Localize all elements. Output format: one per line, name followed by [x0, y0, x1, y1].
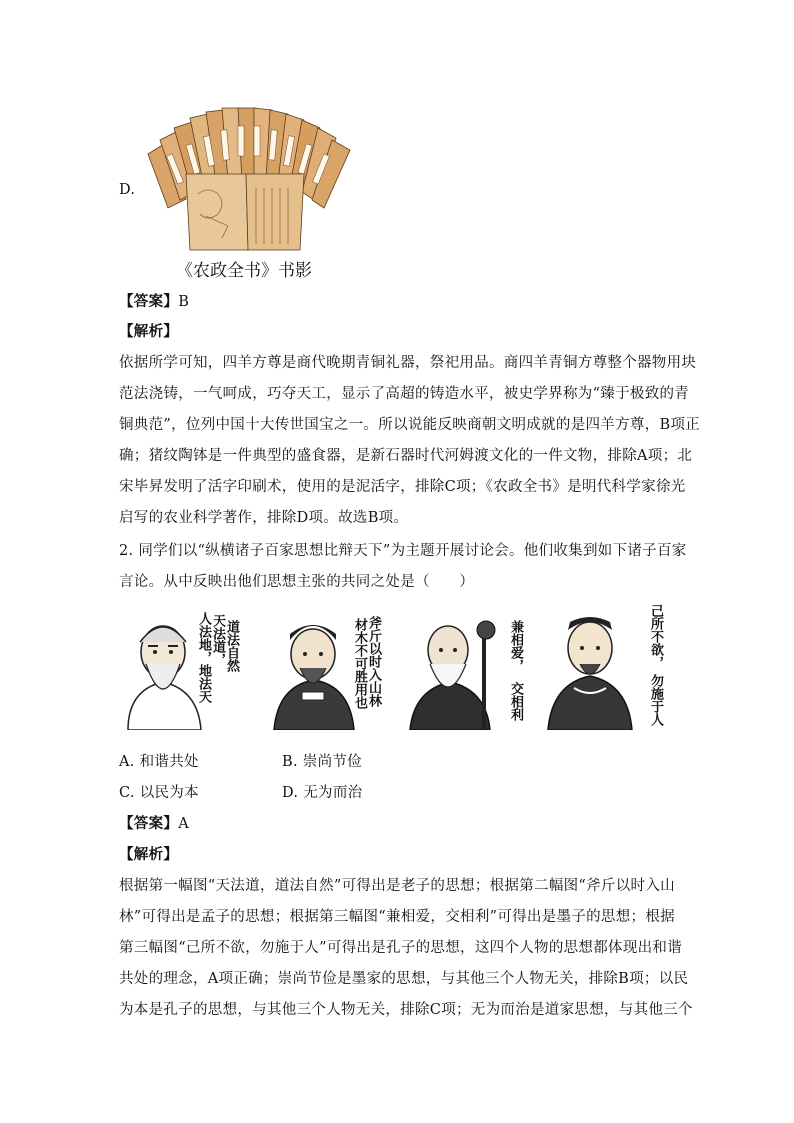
q2-analysis-line: 共处的理念，A项正确；崇尚节俭是墨家的思想，与其他三个人物无关，排除B项；以民: [119, 971, 689, 987]
option-d: D. 无为而治: [282, 785, 363, 801]
q2-analysis-line: 根据第一幅图“天法道，道法自然”可得出是老子的思想；根据第二幅图“斧斤以时入山: [119, 878, 675, 894]
answer-value: A: [178, 816, 189, 832]
laozi-quote-col2: 道法自然: [224, 620, 239, 672]
mencius-quote-col1: 斧斤以时入山林: [366, 616, 381, 707]
mozi-quote-col2: 交相利: [508, 682, 523, 721]
q1-analysis-line: 启写的农业科学著作，排除D项。故选B项。: [119, 510, 409, 526]
laozi-quote-col3: 人法地，地法天: [196, 612, 211, 703]
laozi-quote-col1: 天法道，: [210, 614, 225, 666]
q2-analysis-line: 为本是孔子的思想，与其他三个人物无关，排除C项；无为而治是道家思想，与其他三个: [119, 1002, 693, 1018]
q1-analysis-line: 范法浇铸，一气呵成，巧夺天工，显示了高超的铸造水平，被史学界称为“臻于极致的青: [119, 386, 690, 402]
q2-analysis-line: 第三幅图“己所不欲，勿施于人”可得出是孔子的思想，这四个人物的思想都体现出和谐: [119, 940, 683, 956]
q2-stem-line: 言论。从中反映出他们思想主张的共同之处是（ ）: [119, 574, 475, 590]
mozi-illustration: [404, 612, 534, 730]
option-d-label: D.: [119, 182, 136, 198]
q1-answer: [119, 290, 189, 311]
answer-value: B: [178, 294, 190, 310]
q1-analysis-line: 铜典范”，位列中国十大传世国宝之一。所以说能反映商朝文明成就的是四羊方尊，B项正: [119, 417, 701, 433]
confucius-quote-col1: 己所不欲，: [648, 604, 663, 669]
option-b: B. 崇尚节俭: [282, 754, 362, 770]
q1-analysis-line: 依据所学可知，四羊方尊是商代晚期青铜礼器，祭祀用品。商四羊青铜方尊整个器物用块: [119, 355, 697, 371]
option-c: C. 以民为本: [119, 785, 199, 801]
confucius-illustration: [544, 604, 674, 730]
q1-analysis-line: 宋毕昇发明了活字印刷术，使用的是泥活字，排除C项；《农政全书》是明代科学家徐光: [119, 479, 686, 495]
mozi-quote-col1: 兼相爱，: [508, 620, 523, 672]
book-caption: 《农政全书》书影: [176, 261, 312, 281]
q2-answer: [119, 812, 189, 833]
laozi-illustration: [118, 612, 248, 730]
q2-analysis-tag: 【解析】: [119, 846, 179, 863]
q1-analysis-tag: 【解析】: [119, 323, 179, 340]
q2-analysis-line: 林”可得出是孟子的思想；根据第三幅图“兼相爱，交相利”可得出是墨子的思想；根据: [119, 909, 675, 925]
mencius-illustration: [268, 612, 398, 730]
nongzheng-quanshu-book-image: [146, 104, 351, 252]
confucius-quote-col2: 勿施于人: [648, 674, 663, 726]
q1-analysis-line: 确；猪纹陶钵是一件典型的盛食器，是新石器时代河姆渡文化的一件文物，排除A项；北: [119, 448, 693, 464]
option-a: A. 和谐共处: [119, 754, 199, 770]
q2-stem-line: 2. 同学们以“纵横诸子百家思想比辩天下”为主题开展讨论会。他们收集到如下诸子百家: [119, 543, 687, 559]
answer-tag: 【答案】: [119, 293, 179, 310]
answer-tag: 【答案】: [119, 815, 179, 832]
mencius-quote-col2: 材木不可胜用也: [352, 618, 367, 709]
